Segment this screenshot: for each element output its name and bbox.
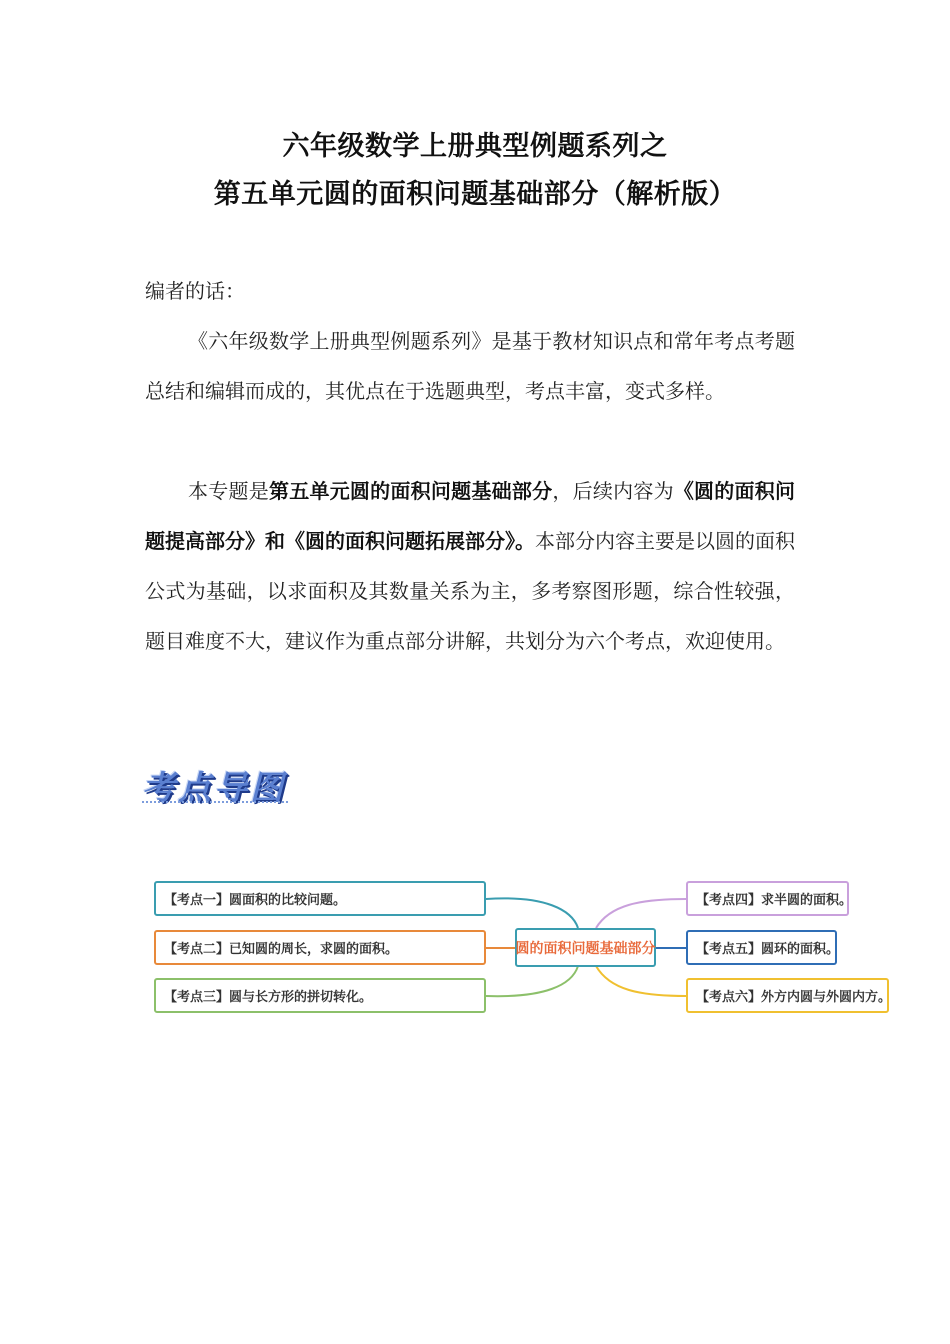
mindmap-node-kaodian-1: 【考点一】圆面积的比较问题。: [154, 881, 486, 916]
para2-bold-followups: 《圆的面积问题提高部分》和《圆的面积问题拓展部分》。: [145, 479, 796, 553]
mindmap-node-kaodian-6: 【考点六】外方内圆与外圆内方。: [686, 978, 889, 1013]
document-title-line-1: 六年级数学上册典型例题系列之: [282, 131, 668, 162]
document-title-line-2: 第五单元圆的面积问题基础部分（解析版）: [213, 179, 737, 210]
mindmap-node-kaodian-3: 【考点三】圆与长方形的拼切转化。: [154, 978, 486, 1013]
para2-bold-topic: 第五单元圆的面积问题基础部分: [268, 479, 553, 503]
connector-kaodian-6: [596, 966, 686, 996]
editor-note-label: 编者的话：: [145, 279, 245, 303]
para2-text-c: ，后续内容为: [552, 479, 674, 503]
connector-kaodian-1: [486, 898, 578, 928]
mindmap-center-node: 圆的面积问题基础部分: [515, 928, 656, 967]
connector-kaodian-4: [596, 899, 686, 928]
mindmap-node-kaodian-5: 【考点五】圆环的面积。: [686, 930, 837, 965]
para2-text-a: 本专题是: [188, 479, 269, 503]
mindmap-node-kaodian-4: 【考点四】求半圆的面积。: [686, 881, 849, 916]
mindmap-heading: 考点导图: [142, 768, 286, 807]
connector-kaodian-3: [486, 966, 578, 996]
intro-paragraph-1: 《六年级数学上册典型例题系列》是基于教材知识点和常年考点考题总结和编辑而成的，其优点在于选题典型，考点丰富，变式多样。: [145, 329, 795, 403]
para2-text-e: 本部分内容主要是以圆的面积公式为基础，以求面积及其数量关系为主，多考察图形题，综合性较强，题目难度不大，建议作为重点部分讲解，共划分为六个考点，欢迎使用。: [145, 529, 795, 653]
mindmap-node-kaodian-2: 【考点二】已知圆的周长，求圆的面积。: [154, 930, 486, 965]
